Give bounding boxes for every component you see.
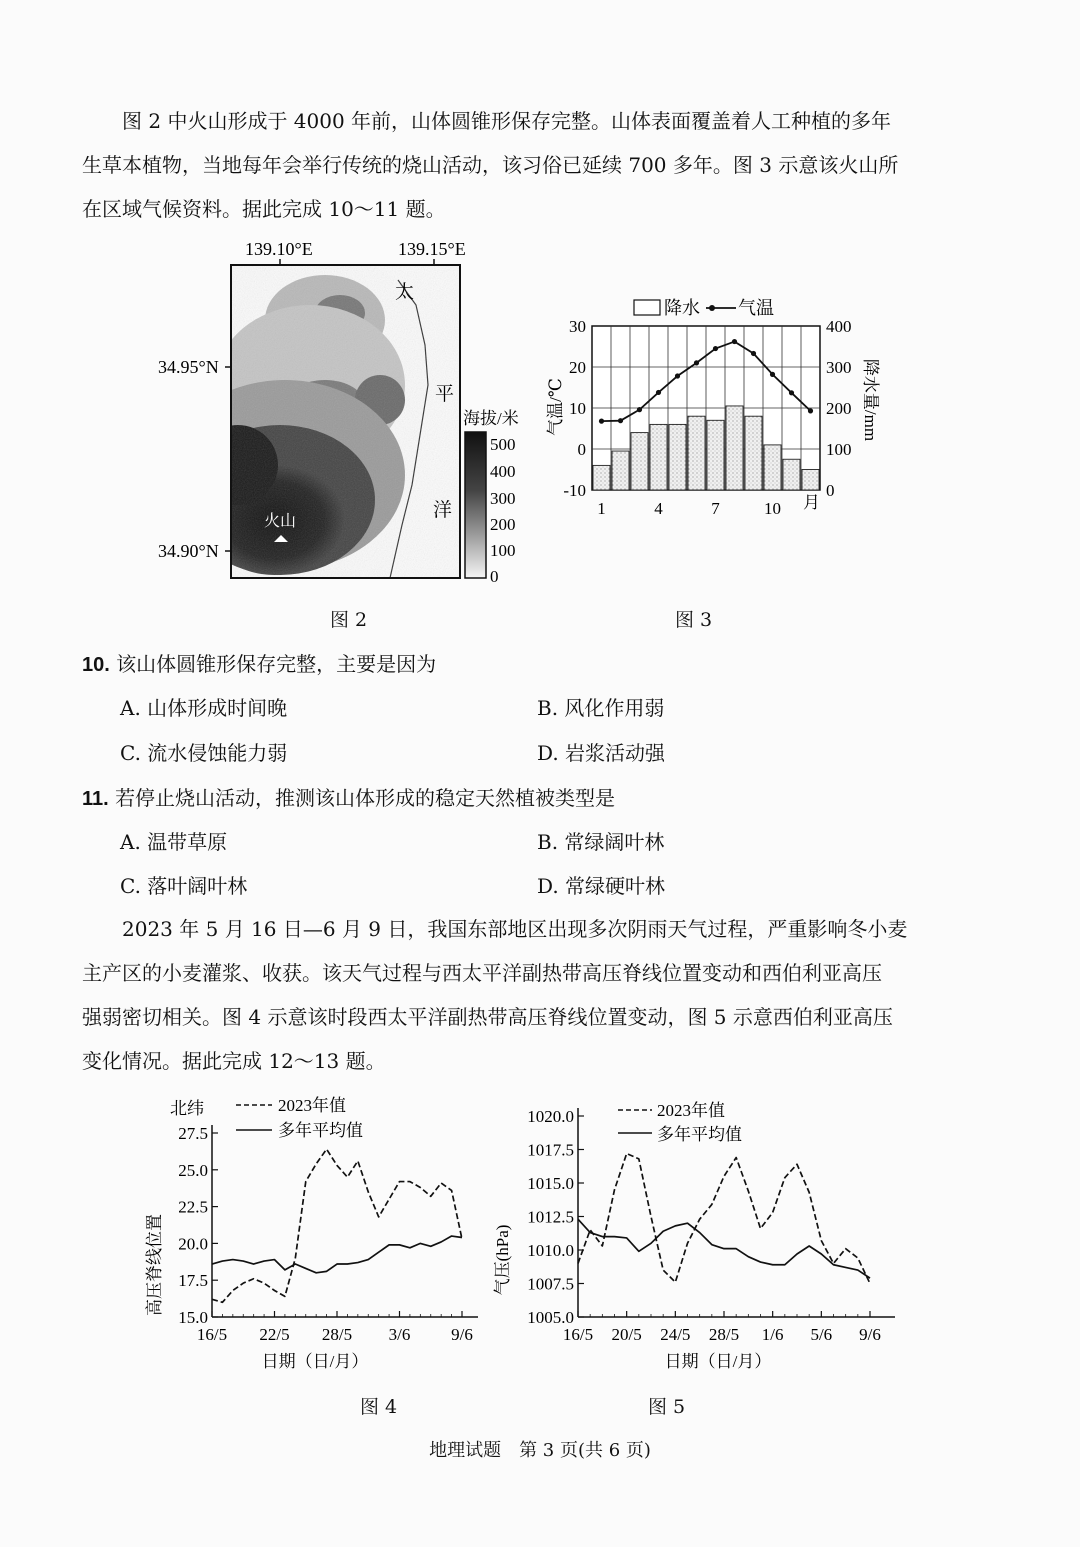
temp-legend-label: 气温 bbox=[738, 298, 774, 318]
y-tick-label: 1020.0 bbox=[527, 1107, 574, 1126]
fig3-right-axis-label: 降水量/mm bbox=[861, 358, 880, 442]
footer-text: 地理试题 第 3 页(共 6 页) bbox=[429, 1440, 651, 1461]
elevation-legend bbox=[463, 409, 519, 586]
precip-bar bbox=[612, 451, 629, 490]
temp-point bbox=[770, 372, 775, 377]
legend-tick: 500 bbox=[490, 435, 516, 454]
lat-label: 34.90°N bbox=[158, 541, 219, 561]
fig3-plot-area bbox=[563, 317, 851, 518]
fig3-left-tick: 0 bbox=[577, 440, 586, 459]
y-tick-label: 27.5 bbox=[178, 1124, 208, 1143]
x-tick-label: 16/5 bbox=[562, 1325, 594, 1344]
series-2023-line bbox=[212, 1149, 462, 1302]
legend-tick: 0 bbox=[490, 567, 499, 586]
fig3-right-tick: 400 bbox=[826, 317, 852, 336]
figure-4-caption: 图 4 bbox=[360, 1396, 398, 1418]
question-stem: 若停止烧山活动，推测该山体形成的稳定天然植被类型是 bbox=[115, 786, 616, 810]
temp-point bbox=[675, 373, 680, 378]
y-tick-label: 1017.5 bbox=[527, 1140, 574, 1160]
precip-bar bbox=[669, 424, 686, 490]
passage-2-line: 强弱密切相关。图 4 示意该时段西太平洋副热带高压脊线位置变动，图 5 示意西伯利亚高压 bbox=[82, 1005, 893, 1029]
passage-2 bbox=[82, 907, 962, 1083]
x-tick-label: 28/5 bbox=[708, 1325, 740, 1344]
y-tick-label: 1010.0 bbox=[527, 1241, 574, 1260]
fig3-x-tick: 1 bbox=[597, 499, 606, 518]
q11-option-a[interactable]: A. 温带草原 bbox=[120, 830, 228, 854]
fig4-plot-area bbox=[178, 1124, 478, 1344]
x-tick-label: 22/5 bbox=[259, 1325, 290, 1344]
legend-average: 多年平均值 bbox=[278, 1121, 363, 1140]
sea-label-char: 平 bbox=[435, 384, 455, 405]
question-11 bbox=[82, 782, 615, 811]
fig3-left-axis-label: 气温/℃ bbox=[546, 378, 565, 436]
legend-tick: 100 bbox=[490, 541, 516, 560]
x-tick-label: 16/5 bbox=[196, 1325, 228, 1344]
x-tick-label: 28/5 bbox=[321, 1325, 353, 1344]
precip-bar bbox=[726, 406, 743, 490]
precip-bar bbox=[802, 470, 819, 491]
fig3-left-tick: 30 bbox=[569, 317, 586, 336]
fig5-ylabel: 气压(hPa) bbox=[493, 1224, 512, 1296]
series-average-line bbox=[212, 1236, 462, 1273]
fig3-legend bbox=[634, 298, 774, 318]
y-tick-label: 1015.0 bbox=[527, 1174, 574, 1193]
series-2023-line bbox=[578, 1154, 870, 1284]
temp-point bbox=[808, 408, 813, 413]
passage-2-line: 2023 年 5 月 16 日—6 月 9 日，我国东部地区出现多次阴雨天气过程，严重影响冬小麦 bbox=[82, 917, 908, 941]
fig5-legend bbox=[618, 1100, 742, 1144]
fig3-x-tick: 4 bbox=[654, 499, 663, 518]
precip-legend-swatch bbox=[634, 300, 660, 315]
temp-point bbox=[789, 390, 794, 395]
passage-1-line: 在区域气候资料。据此完成 10～11 题。 bbox=[82, 197, 446, 221]
q11-option-b[interactable]: B. 常绿阔叶林 bbox=[537, 830, 665, 854]
precip-bar bbox=[631, 433, 648, 490]
passage-2-line: 变化情况。据此完成 12～13 题。 bbox=[82, 1049, 386, 1073]
temp-point bbox=[751, 351, 756, 356]
figure-5-caption: 图 5 bbox=[648, 1396, 686, 1418]
legend-2023: 2023年值 bbox=[278, 1096, 346, 1115]
volcano-label: 火山 bbox=[264, 513, 297, 530]
q11-option-d[interactable]: D. 常绿硬叶林 bbox=[537, 874, 666, 898]
x-tick-label: 3/6 bbox=[388, 1325, 411, 1344]
fig4-xlabel: 日期（日/月） bbox=[261, 1352, 369, 1371]
legend-tick: 400 bbox=[490, 462, 516, 481]
fig5-xlabel: 日期（日/月） bbox=[664, 1352, 772, 1371]
x-tick-label: 9/6 bbox=[859, 1325, 881, 1344]
x-tick-label: 24/5 bbox=[660, 1325, 691, 1344]
figure-2-caption: 图 2 bbox=[330, 609, 368, 631]
legend-2023: 2023年值 bbox=[657, 1101, 725, 1120]
q10-option-c[interactable]: C. 流水侵蚀能力弱 bbox=[120, 741, 288, 765]
temp-point bbox=[637, 407, 642, 412]
figure-5-pressure-chart bbox=[490, 1090, 910, 1380]
precip-bar bbox=[745, 416, 762, 490]
figure-3-caption: 图 3 bbox=[675, 609, 713, 631]
precip-bar bbox=[650, 424, 667, 490]
y-tick-label: 22.5 bbox=[178, 1197, 208, 1217]
fig3-left-tick: -10 bbox=[563, 481, 586, 500]
precip-bar bbox=[688, 416, 705, 490]
legend-tick: 300 bbox=[490, 489, 516, 508]
temp-point bbox=[599, 419, 604, 424]
figure-3-climate-chart bbox=[540, 292, 880, 522]
precip-bar bbox=[783, 459, 800, 490]
map-lat-labels bbox=[158, 357, 231, 561]
temp-point bbox=[713, 346, 718, 351]
lon-label: 139.10°E bbox=[245, 239, 313, 259]
question-10 bbox=[82, 648, 436, 677]
passage-1-line: 生草本植物，当地每年会举行传统的烧山活动，该习俗已延续 700 多年。图 3 示意该火山所 bbox=[82, 153, 899, 177]
fig3-x-tick: 10 bbox=[764, 499, 781, 518]
fig3-right-tick: 300 bbox=[826, 358, 852, 377]
map-lon-labels bbox=[245, 239, 466, 265]
q10-option-a[interactable]: A. 山体形成时间晚 bbox=[120, 696, 288, 720]
question-number: 10. bbox=[82, 654, 110, 676]
fig3-x-tick: 7 bbox=[711, 499, 720, 518]
temp-point bbox=[618, 418, 623, 423]
fig3-right-tick: 0 bbox=[826, 481, 835, 500]
temp-point bbox=[694, 360, 699, 365]
y-tick-label: 20.0 bbox=[178, 1234, 208, 1254]
passage-1-line: 图 2 中火山形成于 4000 年前，山体圆锥形保存完整。山体表面覆盖着人工种植的多年 bbox=[82, 109, 892, 133]
fig3-right-tick: 100 bbox=[826, 440, 852, 459]
temp-point bbox=[732, 339, 737, 344]
fig3-left-tick: 20 bbox=[569, 358, 586, 377]
q10-option-b[interactable]: B. 风化作用弱 bbox=[537, 696, 665, 720]
page-footer bbox=[0, 1436, 1080, 1462]
fig4-legend bbox=[236, 1095, 363, 1140]
y-tick-label: 25.0 bbox=[178, 1160, 208, 1180]
y-tick-label: 15.0 bbox=[178, 1308, 208, 1327]
x-tick-label: 5/6 bbox=[810, 1325, 833, 1344]
legend-average: 多年平均值 bbox=[657, 1125, 742, 1144]
x-tick-label: 1/6 bbox=[761, 1325, 784, 1344]
question-stem: 该山体圆锥形保存完整，主要是因为 bbox=[116, 652, 437, 676]
precip-bar bbox=[593, 465, 610, 490]
legend-title: 海拔/米 bbox=[463, 409, 519, 428]
legend-tick: 200 bbox=[490, 515, 516, 534]
question-number: 11. bbox=[82, 788, 109, 810]
y-tick-label: 17.5 bbox=[178, 1271, 208, 1291]
figure-4-ridge-chart bbox=[140, 1090, 490, 1380]
legend-color-bar bbox=[465, 432, 486, 578]
x-tick-label: 20/5 bbox=[611, 1325, 642, 1344]
temp-point bbox=[656, 390, 661, 395]
x-tick-label: 9/6 bbox=[451, 1325, 473, 1344]
q10-option-d[interactable]: D. 岩浆活动强 bbox=[537, 741, 666, 765]
figure-2-map bbox=[150, 235, 530, 595]
fig3-left-tick: 10 bbox=[569, 399, 586, 418]
sea-label-char: 洋 bbox=[433, 500, 453, 521]
precip-bar bbox=[764, 445, 781, 490]
terrain-shading bbox=[165, 265, 460, 578]
y-tick-label: 1005.0 bbox=[527, 1308, 574, 1327]
y-tick-label: 1012.5 bbox=[527, 1207, 574, 1227]
lat-label: 34.95°N bbox=[158, 357, 219, 377]
lon-label: 139.15°E bbox=[398, 239, 466, 259]
sea-label-char: 太 bbox=[395, 282, 415, 303]
passage-1 bbox=[82, 99, 962, 231]
precip-legend-label: 降水 bbox=[664, 298, 700, 318]
fig3-right-tick: 200 bbox=[826, 399, 852, 418]
fig3-month-unit: 月 bbox=[803, 493, 820, 512]
y-tick-label: 1007.5 bbox=[527, 1274, 574, 1294]
fig4-y-unit: 北纬 bbox=[170, 1099, 204, 1118]
passage-2-line: 主产区的小麦灌浆、收获。该天气过程与西太平洋副热带高压脊线位置变动和西伯利亚高压 bbox=[82, 961, 882, 985]
q11-option-c[interactable]: C. 落叶阔叶林 bbox=[120, 874, 248, 898]
precip-bar bbox=[707, 420, 724, 490]
fig4-ylabel: 高压脊线位置 bbox=[145, 1214, 164, 1316]
